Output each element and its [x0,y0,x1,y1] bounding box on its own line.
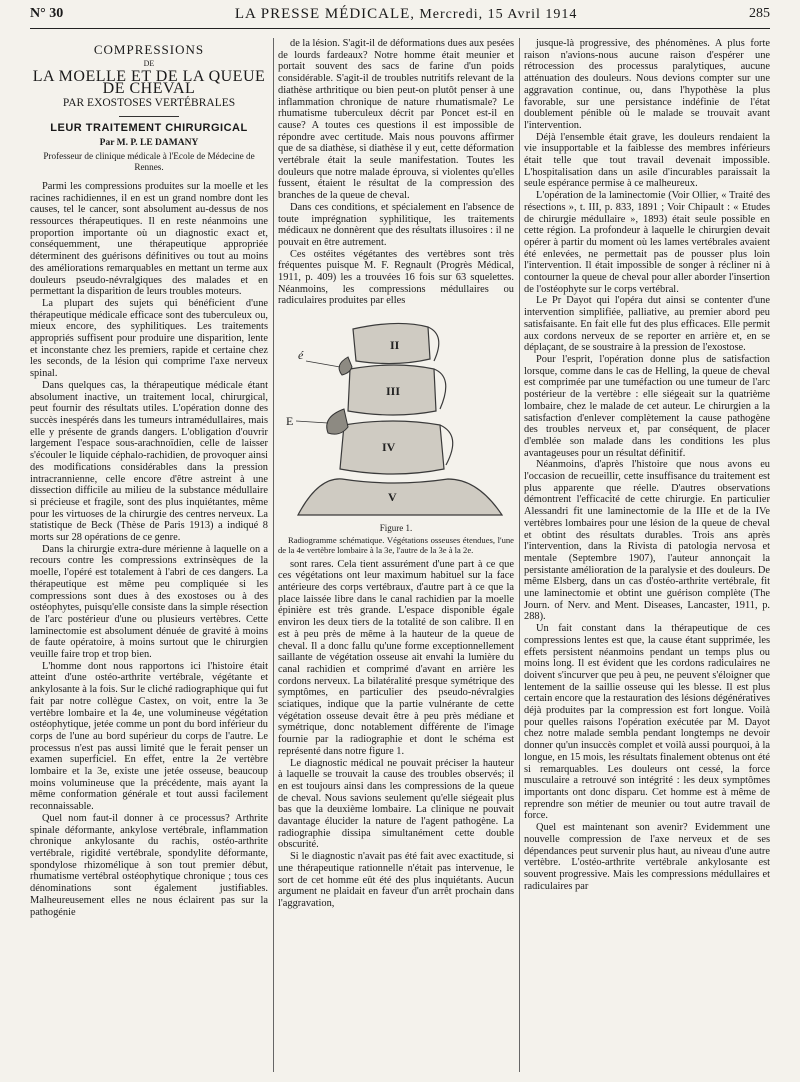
paragraph: Déjà l'ensemble était grave, les douleurs rendaient la vie insupportable et la faiblesse des membres inférieurs était telle que tout travail devenait impossible. L'hospitalisation dans un asile d'incurables paraissait la seule espérance permise à ce malheureux. [524,131,770,190]
paragraph: Dans ces conditions, et spécialement en l'absence de toute imprégnation syphilitique, les traitements médicaux ne donnèrent que des résultats illusoires : il ne pouvait en être autrement. [278,201,514,248]
article-kicker-de: DE [143,58,155,68]
paragraph: L'homme dont nous rapportons ici l'histoire était atteint d'une ostéo-arthrite vertébrale, végétante et ankylosante à la fois. Sur le cliché radiographique qui fut fait par notre collègue Castex, on voit, entre la 3e vertèbre lombaire et la 4e, une volumineuse végétation ostéophytique, jetée comme un pont du bord inférieur du corps de l'une au bord supérieur du corps de l'autre. Le processus n'est pas aussi limité que le ferait penser un examen superficiel. En effet, entre la 2e vertèbre lombaire et la 3e, existe une jetée osseuse, beaucoup moins volumineuse que la précédente, mais ayant la même conformation générale et tout aussi facilement reconnaissable. [30,660,268,813]
paragraph: Dans quelques cas, la thérapeutique médicale étant absolument inactive, un traitement local, chirurgical, peut fournir des résultats utiles. L'opération donne des succès inespérés dans les tumeurs intramédullaires, mais elle y présente de grands dangers. L'obligation d'ouvrir largement l'espace sous-arachnoïdien, celle de laisser s'écouler le liquide céphalo-rachidien, de provoquer ainsi des modifications considérables dans la pression intracrannienne, celle encore d'être astreint à une dissection difficile au milieu de la substance médullaire si précieuse et fragile, sont des plus inquiétantes, même pour les virtuoses de la chirurgie des centres nerveux. La statistique de Beck (Thèse de Paris 1913) a indiqué 8 morts sur 28 opérations de ce genre. [30,379,268,544]
article-subtitle: PAR EXOSTOSES VERTÉBRALES [62,96,236,109]
vertebra-body-5-sacrum [298,479,502,515]
paragraph: Pour l'esprit, l'opération donne plus de satisfaction lorsque, comme dans le cas de Helling, la queue de cheval est comprimée par une tuméfaction ou une tumeur de l'arc postérieur de la vertèbre : elle siégeait sur la quatrième lombaire, chez le malade de cet auteur. Le chirurgien a la satisfaction d'enlever complètement la cause pathogène des troubles nerveux et, par conséquent, de placer d'emblée son malade dans les conditions les plus avantageuses pour un résultat définitif. [524,353,770,459]
paragraph: Quel est maintenant son avenir? Evidemment une nouvelle compression de l'axe nerveux et de ses dépendances peut survenir plus haut, au niveau d'une autre vertèbre. L'ostéo-arthrite vertébrale ankylosante est souvent progressive. Mais les compressions médullaires et radiculaires par [524,822,770,892]
column-3 [524,38,770,1072]
column-1 [30,38,268,1072]
title-rule [119,116,179,117]
figure-1 [278,317,514,554]
label-small-e: é [298,348,304,363]
author-affiliation: Professeur de clinique médicale à l'Ecole de Médecine de Rennes. [43,150,255,172]
paragraph: Le diagnostic médical ne pouvait préciser la hauteur à laquelle se trouvait la cause des troubles observés; il en est toujours ainsi dans les compressions de la queue de cheval. Nous savions seulement qu'elle siégeait plus bas que la deuxième lombaire. La clinique ne pouvait davantage élucider la nature de l'agent pathogène. La radiographie dissipa simultanément cette double obscurité. [278,757,514,851]
figure-title: Figure 1. [379,522,413,533]
label-vertebra-3: III [386,384,401,399]
page-number: 285 [749,6,770,21]
label-large-e: E [286,414,294,429]
issue-date: , Mercredi, 15 Avril 1914 [410,6,578,22]
journal-name: LA PRESSE MÉDICALE [234,5,411,22]
article-author: Par M. P. LE DAMANY [99,138,199,149]
column-rule [519,38,520,1072]
paragraph: La plupart des sujets qui bénéficient d'une thérapeutique médicale efficace sont des tuberculeux ou, mieux encore, des syphilitiques. Les traitements appropriés suffisent pour produire une disparition, lente et inconstante chez les premiers, rapide et certaine chez les seconds, de la lésion qui comprime l'axe nerveux spinal. [30,297,268,380]
article-title: LA MOELLE ET DE LA QUEUE DE CHEVAL [32,68,266,98]
label-vertebra-2: II [390,338,400,353]
journal-masthead [235,6,578,23]
column-2 [278,38,514,1072]
paragraph: jusque-là progressive, des phénomènes. A plus forte raison n'avions-nous aucune raison d'espérer une rétrocession des processus paralytiques, aucune atténuation des douleurs. Nous devions compter sur une aggravation continue, ou, dans l'hypothèse la plus favorable, sur une persistance indéfinie de l'état doublement pénible où le malade se trouvait avant l'intervention. [524,38,770,131]
paragraph: Quel nom faut-il donner à ce processus? Arthrite spinale déformante, ankylose vertébrale, inflammation chronique ankylosante du rachis, ostéo-arthrite vertébrale, rigidité vertébrale, spondylite déformante, spondylose rhizomélique à son tout premier début, rhumatisme vertébral ostéophytique chronique ; tous ces dénominations sont également justifiables. Malheureusement elles ne nous éclairent pas sur la pathogénie [30,812,268,918]
paragraph: sont rares. Cela tient assurément d'une part à ce que ces végétations ont leur maximum habituel sur la face antérieure des corps vertébraux, d'autre part à ce que la place laissée libre dans le canal rachidien par la moelle épinière est très grande. L'espace disponible égale environ les deux tiers de la totalité de son calibre. Il en est à peu près de même à la hauteur de la queue de cheval. Il a donc fallu qu'une forme exceptionnellement saillante de végétation osseuse ait envahi la lumière du canal rachidien et comprimé d'avant en arrière les cordons nerveux. La bilatéralité presque symétrique des symptômes, en particulier des pseudo-névralgies sciatiques, indique que la partie vulnérante de cette végétation osseuse devait être à peu près médiane et symétrique, donc notablement différente de l'image fournie par la radiographie et dont le schéma est représenté dans notre figure 1. [278,558,514,757]
paragraph: Ces ostéites végétantes des vertèbres sont très fréquentes puisque M. F. Regnault (Progrès Médical, 1911, p. 409) les a trouvées 16 fois sur 63 squelettes. Néanmoins, les compressions médullaires ou radiculaires produites par elles [278,248,514,307]
label-vertebra-5: V [388,490,397,505]
paragraph: Parmi les compressions produites sur la moelle et les racines rachidiennes, il en est un grand nombre dont les causes, tel le cancer, sont absolument au-dessus de nos ressources thérapeutiques. Il en reste néanmoins une proportion importante où un diagnostic exact et, conséquemment, une thérapeutique appropriée déterminent des guérisons définitives ou tout au moins des améliorations remarquables en mettant un terme aux douleurs pseudo-névralgiques des malades et en permettant la disparition de leurs troubles moteurs. [30,180,268,298]
paragraph: Un fait constant dans la thérapeutique de ces compressions lentes est que, la cause étant supprimée, les effets persistent néanmoins pendant un temps plus ou moins long. Il est évident que les cordons radiculaires ne doivent s'incurver que peu à peu, ne peuvent s'éloigner que lentement de la saillie osseuse qui les blesse. Il est plus certain encore que la restauration des lésions dégénératives déjà produites par la compression est fort longue. Voilà pour quelles raisons l'opération exécutée par M. Dayot chez notre malade sembla pendant longtemps ne devoir donner qu'un insuccès complet et voilà aussi pourquoi, à la longue, en 15 mois, les résultats finalement obtenus ont été si remarquables. Les douleurs ont cessé, la force musculaire a retrouvé son intégrité : les deux symptômes importants ont donc disparu. Cet homme est à même de reprendre son métier de meunier ou tout autre travail de force. [524,623,770,822]
column-2-body-top [278,38,514,307]
paragraph: Le Pr Dayot qui l'opéra dut ainsi se contenter d'une intervention simplifiée, palliative, au premier abord peu satisfaisante. En fait elle fut des plus efficaces. Elle permit aux cordons nerveux de se reporter en arrière et, en se déplaçant, de se soustraire à la pression de l'exostose. [524,295,770,354]
paragraph: Néanmoins, d'après l'histoire que nous avons eu l'occasion de recueillir, cette insuffisance du traitement est plus apparente que réelle. D'autres observations démontrent l'efficacité de cette chirurgie. En particulier Alessandri fit une laminectomie de la IIIe et de la IVe vertèbres lombaires pour une lésion de la queue de cheval et obtint des résultats durables. Trois ans après l'intervention, dans la Rivista di patologia nervosa et mentale (Septembre 1907), l'auteur annonçait la persistante amélioration de la paralysie et des douleurs. De même Elsberg, dans un cas d'ostéo-arthrite vertébrale, fit une laminectomie et obtint une guérison complète (The Journ. of Nerv. and Ment. Diseases, Lancaster, 1911, p. 288). [524,459,770,623]
article-kicker: COMPRESSIONS [93,42,205,57]
column-1-body [30,181,268,918]
column-3-body [524,38,770,892]
paragraph: L'opération de la laminectomie (Voir Ollier, « Traité des résections », t. III, p. 833, 1891 ; Voir Chipault : « Etudes de chirurgie médullaire », 1893) était seule possible en cette région. La profondeur à laquelle le chirurgien devait opérer à partir du moment où les lames vertébrales avaient été enlevées, ne permettait pas de pousser plus loin l'intervention. Il était impossible de songer à récliner ni à contourner la queue de cheval pour aller aborder l'insertion de l'ostéophyte sur le corps vertébral. [524,190,770,295]
column-rule [273,38,274,1072]
page-header [30,0,770,29]
article-heading: LEUR TRAITEMENT CHIRURGICAL [50,121,248,134]
radiogram-figure [278,317,514,517]
paragraph: Dans la chirurgie extra-dure mérienne à laquelle on a recours contre les compressions extrinsèques de la moelle, l'opéré est totalement à l'abri de ces dangers. La thérapeutique est même peu compliquée si les compressions sont dues à des exostoses ou à des ostéophytes, puisqu'elle consiste dans la simple résection de l'arc postérieur d'une ou plusieurs vertèbres. Cette laminectomie est absolument dénuée de gravité à moins de faute opératoire, à moins surtout que le chirurgien veuille faire trop et trop bien. [30,543,268,661]
figure-caption: Radiogramme schématique. Végétations osseuses étendues, l'une de la 4e vertèbre lombaire à la 3e, l'autre de la 3e à la 2e. [278,534,514,555]
column-2-body-bottom [278,559,514,910]
paragraph: de la lésion. S'agit-il de déformations dues aux pesées de lourds fardeaux? Notre homme était meunier et portait souvent des sacs de farine d'un poids considérable. S'agit-il de troubles nutritifs relevant de la diathèse arthritique ou bien peut-on plutôt penser à une inflammation chronique de nature rhumatismale? Le rhumatisme tuberculeux décrit par Poncet est-il en cause? A toutes ces questions il est impossible de répondre avec certitude. Mais nous pouvons affirmer que de sa diathèse, si diathèse il y eut, cette déformation vertébrale était la seule manifestation. Toutes les douleurs que notre malade éprouva, si violentes qu'elles fussent, étaient le résultat de la compression des branches de la queue de cheval. [278,38,514,202]
label-vertebra-4: IV [382,440,396,455]
issue-number: N° 30 [30,6,64,21]
paragraph: Si le diagnostic n'avait pas été fait avec exactitude, si une thérapeutique rationnelle n'était pas intervenue, le sort de cet homme eût été des plus inquiétants. Aucun argument ne plaidait en faveur d'un arrêt prochain dans l'aggravation, [278,851,514,909]
